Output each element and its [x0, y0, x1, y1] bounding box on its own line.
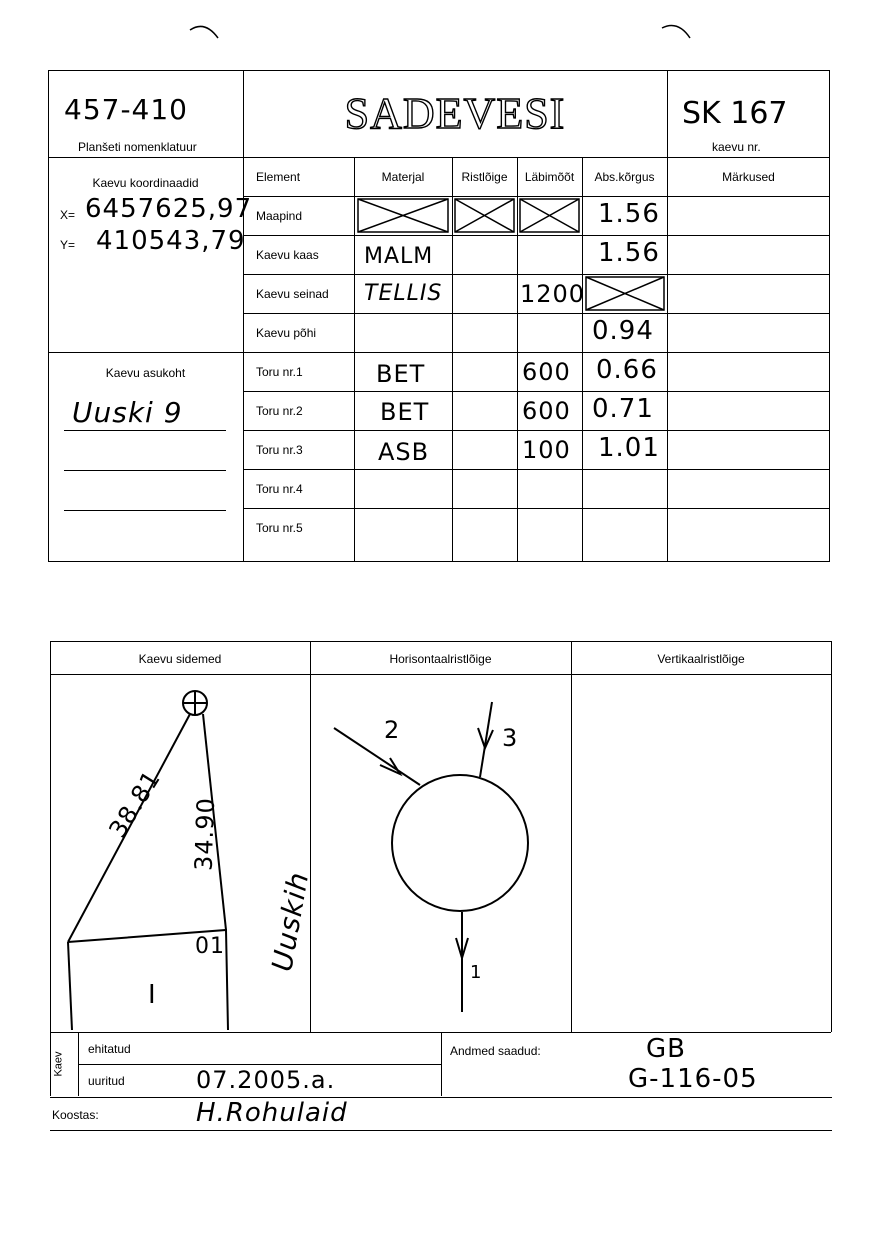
- cell-height: 1.56: [598, 238, 660, 268]
- cell-height: 0.66: [596, 355, 658, 385]
- well-label: kaevu nr.: [712, 140, 761, 154]
- data-source-label: Andmed saadud:: [450, 1044, 541, 1058]
- tie-distance-a: 38.81: [103, 765, 167, 843]
- col-height: Abs.kõrgus: [594, 170, 655, 184]
- surveyed-value: 07.2005.a.: [196, 1066, 336, 1094]
- pipe-2-label: 2: [384, 716, 401, 744]
- col-notes: Märkused: [722, 170, 775, 184]
- sheet-label: Planšeti nomenklatuur: [78, 140, 197, 154]
- surveyed-label: uuritud: [88, 1074, 125, 1088]
- row-element: Toru nr.5: [256, 521, 303, 535]
- coordinates-label: Kaevu koordinaadid: [92, 176, 199, 190]
- pipe-1-label: 1: [470, 962, 483, 983]
- cell-height: 1.56: [598, 199, 660, 229]
- building-label: I: [148, 980, 157, 1010]
- col-section: Ristlõige: [461, 170, 508, 184]
- form-title: SADEVESI: [344, 89, 566, 138]
- location-value: Uuski 9: [72, 396, 183, 429]
- data-source-value-2: G-116-05: [628, 1064, 758, 1094]
- row-element: Kaevu põhi: [256, 326, 317, 340]
- row-element: Toru nr.2: [256, 404, 303, 418]
- cell-material: ASB: [378, 438, 430, 466]
- row-element: Toru nr.4: [256, 482, 303, 496]
- cell-material: TELLIS: [364, 281, 443, 306]
- well-cross-section: [392, 775, 528, 911]
- horizontal-section-header: Horisontaalristlõige: [389, 652, 492, 666]
- x-prefix: X=: [60, 208, 76, 222]
- binder-marks: [0, 0, 874, 60]
- well-number: SK 167: [682, 96, 788, 131]
- built-label: ehitatud: [88, 1042, 131, 1056]
- x-coordinate: 6457625,97: [85, 194, 253, 224]
- row-element: Maapind: [256, 209, 303, 223]
- tie-distance-b: 34.90: [189, 796, 221, 872]
- location-label: Kaevu asukoht: [105, 366, 186, 380]
- cell-diameter: 600: [522, 358, 571, 386]
- street-label: Uuskih: [265, 869, 316, 974]
- cell-material: BET: [376, 360, 426, 388]
- y-coordinate: 410543,79: [96, 226, 246, 256]
- ties-header: Kaevu sidemed: [138, 652, 222, 666]
- sheet-number: 457-410: [64, 93, 188, 126]
- y-prefix: Y=: [60, 238, 76, 252]
- cell-diameter: 600: [522, 397, 571, 425]
- pipe-3-label: 3: [502, 724, 519, 752]
- cell-material: MALM: [364, 244, 434, 269]
- row-element: Kaevu seinad: [256, 287, 329, 301]
- author-label: Koostas:: [52, 1108, 99, 1122]
- cell-height: 0.94: [592, 316, 654, 346]
- cell-height: 0.71: [592, 394, 654, 424]
- kaev-label: Kaev: [52, 1051, 65, 1077]
- vertical-section-header: Vertikaalristlõige: [657, 652, 745, 666]
- cell-material: BET: [380, 398, 430, 426]
- author-value: H.Rohulaid: [196, 1098, 348, 1128]
- row-element: Toru nr.1: [256, 365, 303, 379]
- cell-diameter: 100: [522, 436, 571, 464]
- row-element: Toru nr.3: [256, 443, 303, 457]
- row-element: Kaevu kaas: [256, 248, 319, 262]
- col-material: Materjal: [381, 170, 425, 184]
- corner-label: 01: [195, 934, 225, 959]
- cell-diameter: 1200: [520, 280, 586, 308]
- data-source-value-1: GB: [646, 1034, 686, 1064]
- cell-height: 1.01: [598, 433, 660, 463]
- col-diameter: Läbimõõt: [524, 170, 575, 184]
- col-element: Element: [256, 170, 301, 184]
